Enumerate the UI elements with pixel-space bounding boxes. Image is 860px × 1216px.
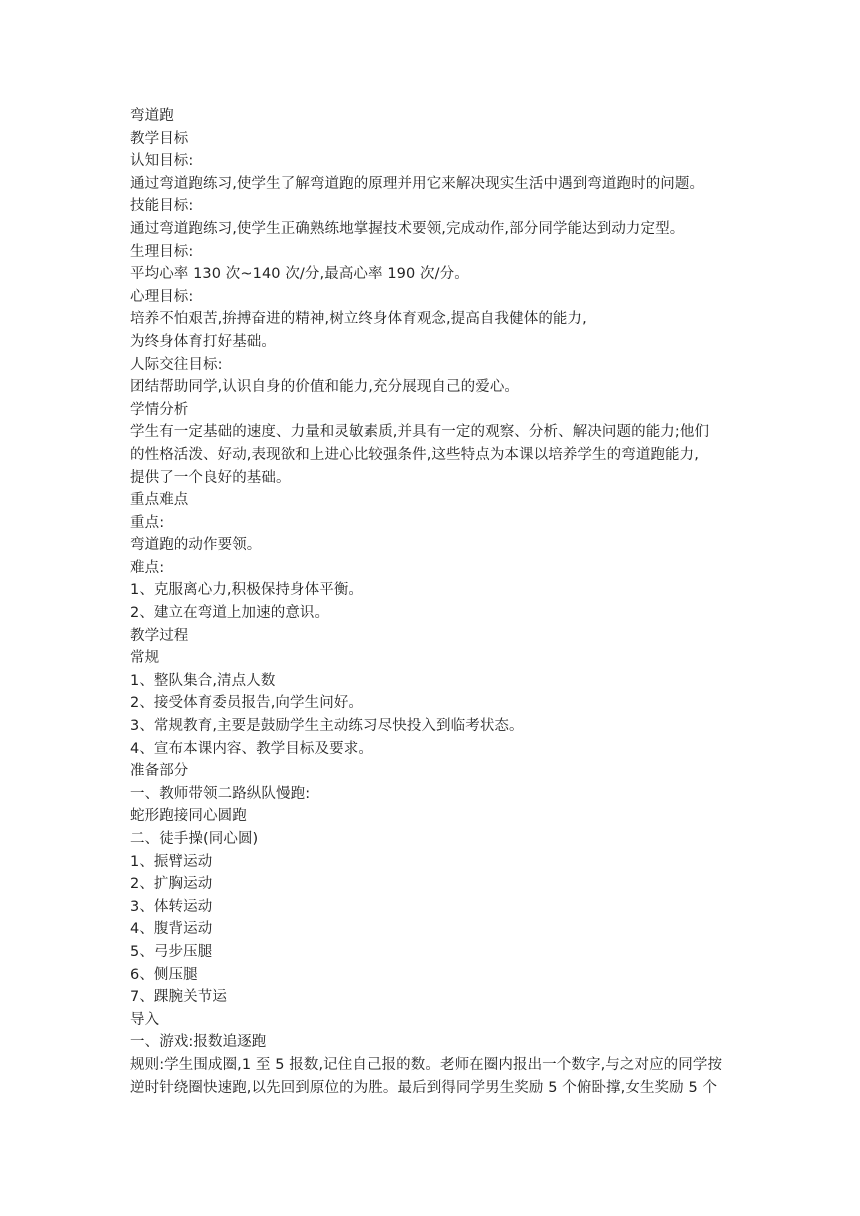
list-item: 1、振臂运动 [130,853,213,870]
list-item: 1、克服离心力,积极保持身体平衡。 [130,582,364,599]
list-item: 4、腹背运动 [130,921,213,938]
subheading: 人际交往目标: [130,356,223,373]
subheading: 生理目标: [130,243,194,260]
subheading: 难点: [130,559,165,576]
section-heading: 准备部分 [130,763,189,780]
paragraph-line: 学生有一定基础的速度、力量和灵敏素质,并具有一定的观察、分析、解决问题的能力;他们 [130,424,710,441]
paragraph-line: 蛇形跑接同心圆跑 [130,808,247,825]
subheading: 认知目标: [130,153,194,170]
paragraph-line: 平均心率 130 次~140 次/分,最高心率 190 次/分。 [130,266,469,283]
paragraph-line: 规则:学生围成圈,1 至 5 报数,记住自己报的数。老师在圈内报出一个数字,与之对应的同学按 [130,1056,723,1073]
list-item: 5、弓步压腿 [130,943,213,960]
document-title: 弯道跑 [130,108,174,124]
list-item: 一、教师带领二路纵队慢跑: [130,785,311,802]
section-heading: 导入 [130,1011,160,1028]
list-item: 3、体转运动 [130,898,213,915]
subheading: 常规 [130,650,160,667]
list-item: 4、宣布本课内容、教学目标及要求。 [130,740,373,757]
paragraph-line: 通过弯道跑练习,使学生了解弯道跑的原理并用它来解决现实生活中遇到弯道跑时的问题。 [130,175,705,192]
paragraph-line: 培养不怕艰苦,拚搏奋进的精神,树立终身体育观念,提高自我健体的能力, [130,311,587,328]
list-item: 6、侧压腿 [130,966,198,983]
list-item: 2、建立在弯道上加速的意识。 [130,605,330,622]
paragraph-line: 逆时针绕圈快速跑,以先回到原位的为胜。最后到得同学男生奖励 5 个俯卧撑,女生奖励 5 个 [130,1079,718,1096]
paragraph-line: 的性格活泼、好动,表现欲和上进心比较强条件,这些特点为本课以培养学生的弯道跑能力, [130,446,699,463]
paragraph-line: 为终身体育打好基础。 [130,333,276,350]
list-item: 1、整队集合,清点人数 [130,672,276,689]
list-item: 3、常规教育,主要是鼓励学生主动练习尽快投入到临考状态。 [130,718,524,735]
section-heading: 重点难点 [130,492,189,509]
paragraph-line: 团结帮助同学,认识自身的价值和能力,充分展现自己的爱心。 [130,379,520,396]
subheading: 技能目标: [130,198,194,215]
list-item: 2、接受体育委员报告,向学生问好。 [130,695,364,712]
list-item: 2、扩胸运动 [130,876,213,893]
list-item: 7、踝腕关节运 [130,989,227,1006]
subheading: 重点: [130,514,165,531]
paragraph-line: 弯道跑的动作要领。 [130,537,262,554]
section-heading: 教学目标 [130,130,189,147]
section-heading: 学情分析 [130,401,189,418]
paragraph-line: 提供了一个良好的基础。 [130,469,291,486]
list-item: 一、游戏:报数追逐跑 [130,1034,267,1051]
subheading: 心理目标: [130,288,194,305]
section-heading: 教学过程 [130,627,189,644]
list-item: 二、徒手操(同心圆) [130,831,259,847]
document-page [130,105,750,1099]
paragraph-line: 通过弯道跑练习,使学生正确熟练地掌握技术要领,完成动作,部分同学能达到动力定型。 [130,220,685,237]
